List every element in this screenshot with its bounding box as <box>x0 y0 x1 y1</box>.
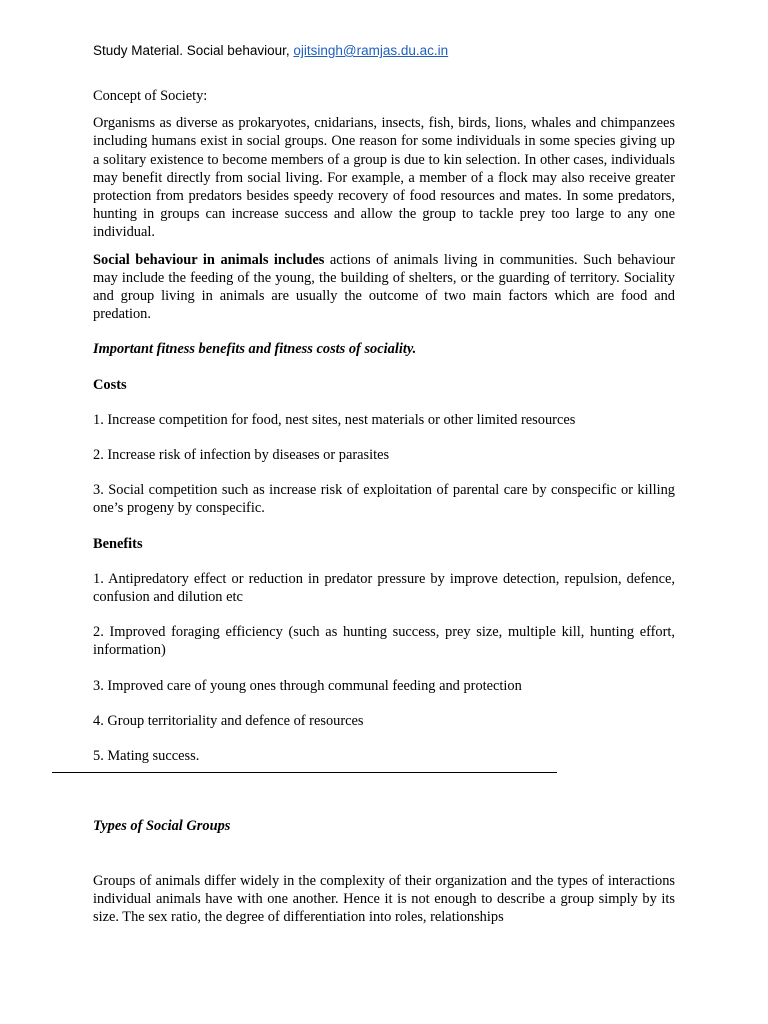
benefit-item-5: 5. Mating success. <box>93 748 200 765</box>
main-content <box>93 87 675 765</box>
page-header <box>93 43 448 59</box>
costs-heading: Costs <box>93 376 127 393</box>
concept-paragraph-1: Organisms as diverse as prokaryotes, cnidarians, insects, fish, birds, lions, whales and chimpanzees including humans exist in social groups. One reason for some individuals in some species giving up a solitary existence to become members of a group is due to kin selection. In other cases, individuals may benefit directly from social living. For example, a member of a flock may also receive greater protection from predators besides speedy recovery of food resources and mates. In some predators, hunting in groups can increase success and allow the group to tackle prey too large to any one individual. <box>93 115 675 241</box>
types-heading-block <box>93 817 675 835</box>
benefit-item-1: 1. Antipredatory effect or reduction in predator pressure by improve detection, repulsion, defence, confusion and dilution etc <box>93 570 675 606</box>
types-heading: Types of Social Groups <box>93 818 231 834</box>
horizontal-divider <box>52 772 557 773</box>
fitness-heading: Important fitness benefits and fitness costs of sociality. <box>93 341 417 358</box>
benefit-item-3: 3. Improved care of young ones through communal feeding and protection <box>93 677 522 694</box>
paragraph-2-bold-lead: Social behaviour in animals includes <box>93 251 325 268</box>
cost-item-2: 2. Increase risk of infection by diseases or parasites <box>93 447 390 464</box>
benefits-heading: Benefits <box>93 535 143 552</box>
cost-item-1: 1. Increase competition for food, nest sites, nest materials or other limited resources <box>93 411 576 428</box>
paragraph-2-text: actions of animals living in communities. Such behaviour may include the feeding of the young, the building of shelters, or the guarding of territory. Sociality and group living in animals are usually the outcome of two main factors which are food and predation. <box>93 251 676 323</box>
concept-paragraph-2 <box>93 251 675 324</box>
types-paragraph: Groups of animals differ widely in the complexity of their organization and the types of interactions individual animals have with one another. Hence it is not enough to describe a group simply by its size. The sex ratio, the degree of differentiation into roles, relationships <box>93 873 675 926</box>
header-text: Study Material. Social behaviour, <box>93 43 294 58</box>
benefit-item-2: 2. Improved foraging efficiency (such as hunting success, prey size, multiple kill, hunting effort, information) <box>93 624 675 659</box>
email-link[interactable]: ojitsingh@ramjas.du.ac.in <box>293 43 449 58</box>
cost-item-3: 3. Social competition such as increase risk of exploitation of parental care by conspecific or killing one’s progeny by conspecific. <box>93 482 675 517</box>
types-paragraph-block <box>93 872 675 927</box>
concept-heading: Concept of Society: <box>93 88 208 104</box>
benefit-item-4: 4. Group territoriality and defence of resources <box>93 712 364 729</box>
